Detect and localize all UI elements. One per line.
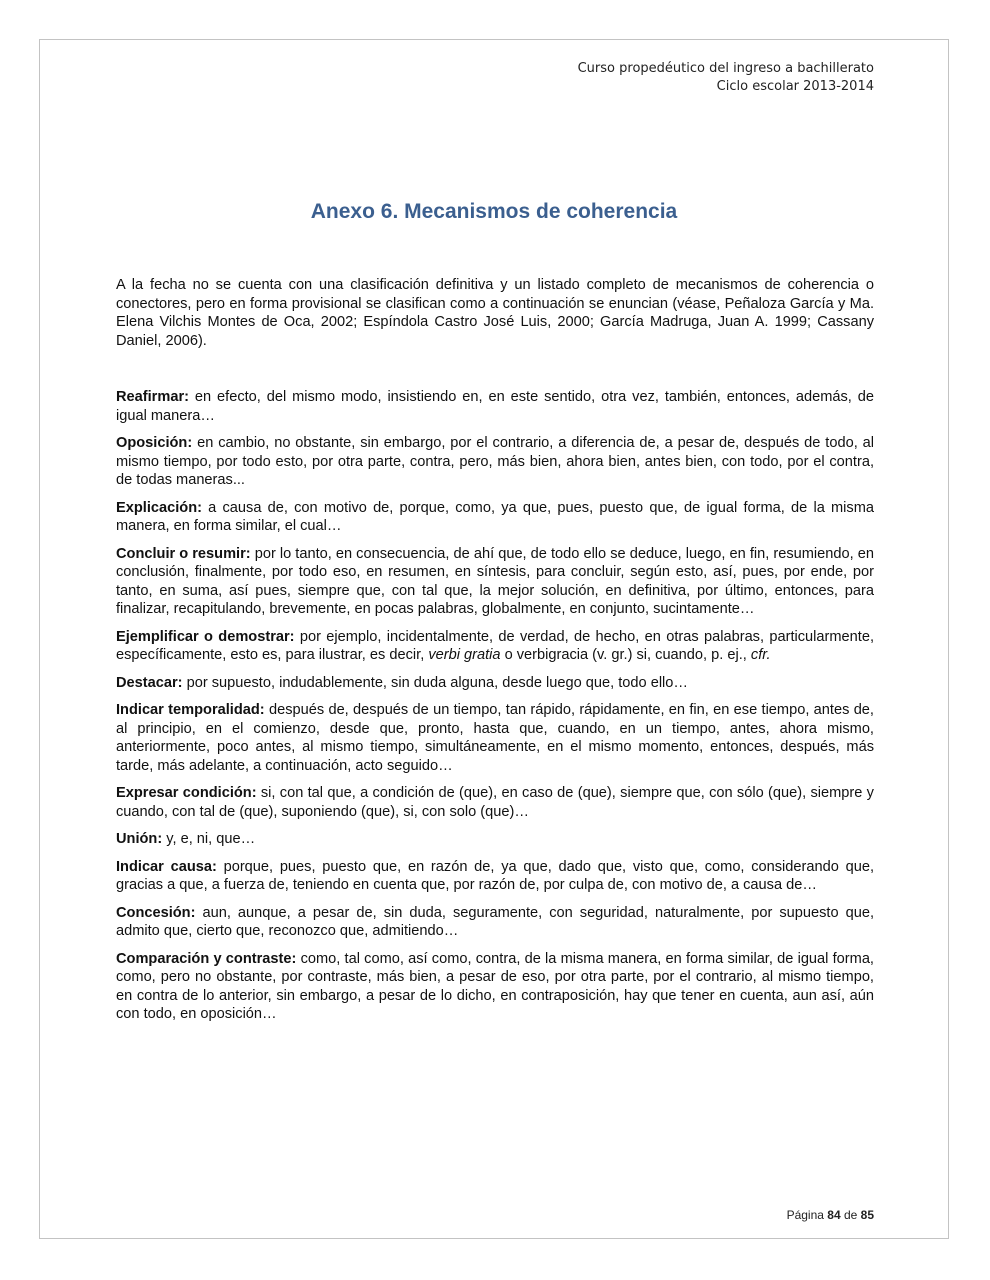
item-text: porque, pues, puesto que, en razón de, ya que, dado que, visto que, como, considerando que, gracias a que, a fuerza de, teniendo en cuenta que, por razón de, por culpa de, con motivo de, a causa de… xyxy=(116,858,874,893)
list-item-ejemplificar xyxy=(116,628,874,665)
item-term: Ejemplificar o demostrar: xyxy=(116,628,295,645)
item-text: por ejemplo, incidentalmente, de verdad, de hecho, en otras palabras, particularmente, específicamente, esto es, para ilustrar, es decir, xyxy=(116,628,874,663)
list-item-reafirmar xyxy=(116,388,874,425)
list-item-concluir xyxy=(116,545,874,619)
header-cycle: Ciclo escolar 2013-2014 xyxy=(716,79,874,94)
item-italic: verbi gratia xyxy=(428,647,501,663)
total-pages: 85 xyxy=(860,1208,874,1222)
item-text: o verbigracia (v. gr.) si, cuando, p. ej., xyxy=(500,647,751,663)
item-text: si, con tal que, a condición de (que), en caso de (que), siempre que, con sólo (que), siempre y cuando, con tal de (que), suponiendo (que), si, con solo (que)… xyxy=(116,785,874,820)
item-term: Destacar: xyxy=(116,674,183,691)
item-term: Indicar temporalidad: xyxy=(116,702,265,718)
page-prefix: Página xyxy=(786,1208,828,1222)
item-text: a causa de, con motivo de, porque, como, ya que, pues, puesto que, de igual forma, de la misma manera, en forma similar, el cual… xyxy=(116,499,874,534)
running-header xyxy=(578,60,874,96)
page-title: Anexo 6. Mecanismos de coherencia xyxy=(310,200,678,223)
body-content xyxy=(116,276,874,1033)
item-text: en efecto, del mismo modo, insistiendo en, en este sentido, otra vez, también, entonces, además, de igual manera… xyxy=(116,389,874,424)
page-number xyxy=(787,1208,874,1222)
item-term: Reafirmar: xyxy=(116,389,189,405)
item-italic: cfr. xyxy=(750,647,771,663)
item-text: y, e, ni, que… xyxy=(162,831,256,847)
item-text: aun, aunque, a pesar de, sin duda, seguramente, con seguridad, naturalmente, por supuesto que, admito que, cierto que, reconozco que, admitiendo… xyxy=(116,904,874,939)
list-item-temporalidad xyxy=(116,701,874,775)
intro-paragraph: A la fecha no se cuenta con una clasificación definitiva y un listado completo de mecanismos de coherencia o conectores, pero en forma provisional se clasifican como a continuación se enuncian (véase, Peñaloza García y Ma. Elena Vilchis Montes de Oca, 2002; Espíndola Castro José Luis, 2000; García Madruga, Juan A. 1999; Cassany Daniel, 2006). xyxy=(116,277,874,349)
item-term: Unión: xyxy=(116,831,163,847)
item-text: como, tal como, así como, contra, de la misma manera, en forma similar, de igual forma, como, pero no obstante, por contraste, más bien, a pesar de eso, por otra parte, por el contrario, al mismo tiempo, en contra de lo anterior, sin embargo, a pesar de lo dicho, en contraposición, hay que tener en cuenta, aun así, aún con todo, en oposición… xyxy=(116,950,874,1022)
item-term: Concesión: xyxy=(116,904,196,921)
list-item-causa xyxy=(116,858,874,895)
list-item-oposicion xyxy=(116,434,874,490)
item-term: Oposición: xyxy=(116,435,193,451)
item-term: Indicar causa: xyxy=(116,858,217,875)
list-item-comparacion xyxy=(116,950,874,1024)
list-item-destacar xyxy=(116,674,874,693)
list-item-condicion xyxy=(116,784,874,821)
item-term: Expresar condición: xyxy=(116,785,257,801)
list-item-concesion xyxy=(116,904,874,941)
page-separator: de xyxy=(840,1208,861,1222)
header-course: Curso propedéutico del ingreso a bachillerato xyxy=(577,61,874,76)
list-item-union xyxy=(116,830,874,849)
item-term: Comparación y contraste: xyxy=(116,950,297,967)
list-item-explicacion xyxy=(116,499,874,536)
item-text: en cambio, no obstante, sin embargo, por el contrario, a diferencia de, a pesar de, después de todo, al mismo tiempo, por todo esto, por otra parte, contra, pero, más bien, ahora bien, antes bien, con todo, por el contra, de todas maneras... xyxy=(116,435,874,488)
current-page: 84 xyxy=(827,1208,841,1222)
item-term: Concluir o resumir: xyxy=(116,545,251,562)
item-text: por supuesto, indudablemente, sin duda alguna, desde luego que, todo ello… xyxy=(182,674,689,691)
page-frame xyxy=(39,39,949,1239)
item-text: por lo tanto, en consecuencia, de ahí que, de todo ello se deduce, luego, en fin, resumiendo, en conclusión, finalmente, por todo eso, en resumen, en síntesis, para concluir, según esto, así, pues, por ende, por tanto, en suma, así pues, siempre que, con tal que, la mejor solución, en definitiva, por último, entonces, para finalizar, recapitulando, brevemente, en pocas palabras, globalmente, en conjunto, sucintamente… xyxy=(116,545,874,617)
item-term: Explicación: xyxy=(116,499,202,516)
item-text: después de, después de un tiempo, tan rápido, rápidamente, en fin, en ese tiempo, antes de, al principio, en el comienzo, desde que, pronto, hasta que, cuando, en un tiempo, antes, ahora mismo, anteriormente, poco antes, al mismo tiempo, simultáneamente, en el mismo momento, entonces, después, más tarde, más adelante, a continuación, acto seguido… xyxy=(116,702,874,774)
